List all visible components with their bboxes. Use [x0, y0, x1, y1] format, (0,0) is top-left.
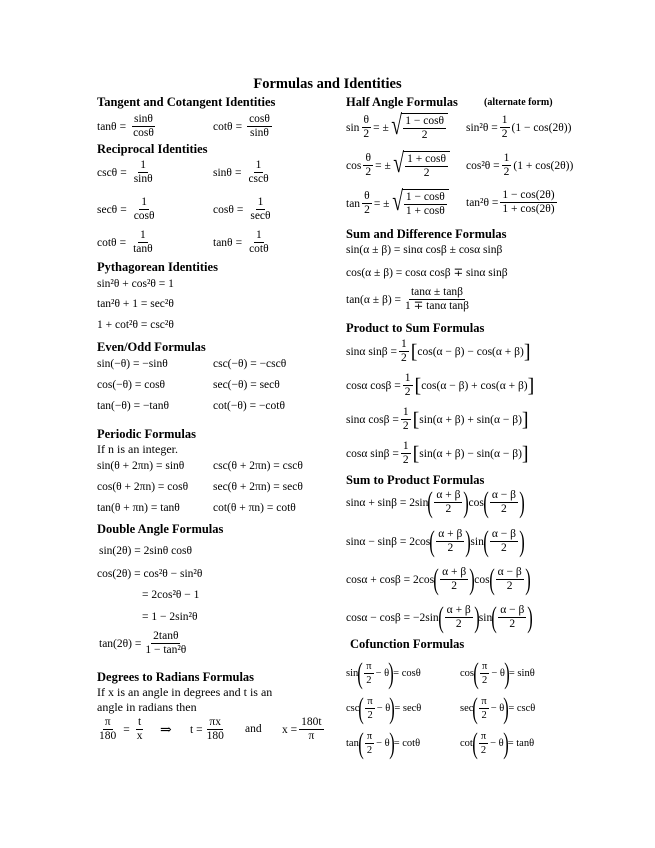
cofunc-heading: Cofunction Formulas: [350, 637, 465, 651]
half-tan: tan $\frac{\theta}{2}$ = ± √ $\frac{1 - \cos\theta}{1 + \cos\theta}$: [346, 189, 449, 218]
periodic-heading: Periodic Formulas: [97, 427, 196, 441]
degrad-x-formula: x = $\frac{180t}{\pi}$: [282, 716, 322, 742]
sumdiff-cos: cos(α ± β) = cosα cosβ ∓ sinα sinβ: [346, 267, 508, 279]
periodic-b-3: cot(θ + πn) = cotθ: [213, 502, 296, 514]
tan-identity: tanθ = $\frac{\sin\theta}{\cos\theta}$: [97, 113, 154, 139]
half-heading: Half Angle Formulas: [346, 95, 458, 109]
reciprocal-sec: secθ = $\frac{1}{\cos\theta}$: [97, 196, 155, 222]
cofunc-b-2: sec ( $\frac{\pi}{2}$ − θ ) = cscθ: [460, 691, 536, 725]
sumprod-row-3: cosα + cosβ = 2cos ( $\frac{\alpha + \beta}{2}$ ) cos ( $\frac{\alpha - \beta}{2}$ ): [346, 562, 531, 596]
page-title: Formulas and Identities: [253, 76, 402, 92]
cot-identity: cotθ = $\frac{\cos\theta}{\sin\theta}$: [213, 113, 270, 139]
reciprocal-cos: cosθ = $\frac{1}{\sec\theta}$: [213, 196, 271, 222]
periodic-a-2: cos(θ + 2πn) = cosθ: [97, 481, 189, 493]
prodsum-row-3: sinα cosβ = $\frac{1}{2}$ [ sin(α + β) + sin(α − β) ]: [346, 406, 529, 432]
prodsum-row-2: cosα cosβ = $\frac{1}{2}$ [ cos(α − β) + cos(α + β) ]: [346, 372, 535, 398]
double-cos-1: cos(2θ) = cos²θ − sin²θ: [97, 568, 203, 580]
periodic-b-2: sec(θ + 2πn) = secθ: [213, 481, 303, 493]
evenodd-b-2: sec(−θ) = secθ: [213, 379, 280, 391]
evenodd-a-1: sin(−θ) = −sinθ: [97, 358, 168, 370]
evenodd-heading: Even/Odd Formulas: [97, 340, 206, 354]
pythagorean-line-3: 1 + cot²θ = csc²θ: [97, 319, 174, 331]
degrad-ratio: $\frac{\pi}{180}$ = $\frac{t}{x}$: [99, 716, 143, 742]
sumprod-row-2: sinα − sinβ = 2cos ( $\frac{\alpha + \beta}{2}$ ) sin ( $\frac{\alpha - \beta}{2}$ ): [346, 524, 525, 558]
cofunc-b-1: cos ( $\frac{\pi}{2}$ − θ ) = sinθ: [460, 656, 535, 690]
implies-arrow: ⇒: [160, 723, 172, 738]
reciprocal-sin: sinθ = $\frac{1}{\csc\theta}$: [213, 159, 269, 185]
evenodd-a-2: cos(−θ) = cosθ: [97, 379, 166, 391]
pythagorean-heading: Pythagorean Identities: [97, 260, 218, 274]
double-cos-2: = 2cos²θ − 1: [142, 589, 200, 601]
degrad-line-1: If x is an angle in degrees and t is an: [97, 685, 273, 699]
periodic-a-1: sin(θ + 2πn) = sinθ: [97, 460, 185, 472]
pythagorean-line-2: tan²θ + 1 = sec²θ: [97, 298, 174, 310]
reciprocal-heading: Reciprocal Identities: [97, 142, 208, 156]
double-sin: sin(2θ) = 2sinθ cosθ: [99, 545, 192, 557]
periodic-note: If n is an integer.: [97, 442, 178, 456]
evenodd-b-1: csc(−θ) = −cscθ: [213, 358, 287, 370]
sumprod-heading: Sum to Product Formulas: [346, 473, 485, 487]
cofunc-b-3: cot ( $\frac{\pi}{2}$ − θ ) = tanθ: [460, 726, 535, 760]
periodic-b-1: csc(θ + 2πn) = cscθ: [213, 460, 303, 472]
degrad-t-formula: t = $\frac{\pi x}{180}$: [190, 716, 224, 742]
reciprocal-csc: cscθ = $\frac{1}{\sin\theta}$: [97, 159, 153, 185]
prodsum-heading: Product to Sum Formulas: [346, 321, 485, 335]
half-tan-alt: tan²θ = $\frac{1 - \cos(2\theta)}{1 + \cos(2\theta)}$: [466, 189, 555, 215]
double-cos-3: = 1 − 2sin²θ: [142, 611, 198, 623]
prodsum-row-1: sinα sinβ = $\frac{1}{2}$ [ cos(α − β) − cos(α + β) ]: [346, 338, 531, 364]
degrad-heading: Degrees to Radians Formulas: [97, 670, 255, 684]
tangent-heading: Tangent and Cotangent Identities: [97, 95, 276, 109]
half-sin: sin $\frac{\theta}{2}$ = ± √ $\frac{1 - \cos\theta}{2}$: [346, 113, 448, 142]
sumprod-row-4: cosα − cosβ = −2sin ( $\frac{\alpha + \beta}{2}$ ) sin ( $\frac{\alpha - \beta}{2}$ ): [346, 600, 534, 634]
reciprocal-cot: cotθ = $\frac{1}{\tan\theta}$: [97, 229, 153, 255]
sumdiff-heading: Sum and Difference Formulas: [346, 227, 507, 241]
half-cos-alt: cos²θ = $\frac{1}{2}$ (1 + cos(2θ)): [466, 152, 574, 178]
pythagorean-line-1: sin²θ + cos²θ = 1: [97, 278, 174, 290]
evenodd-b-3: cot(−θ) = −cotθ: [213, 400, 285, 412]
sumdiff-tan: tan(α ± β) = $\frac{\tan\alpha \pm \tan\beta}{\text{1 ∓ tanα tanβ}}$: [346, 286, 470, 312]
cofunc-a-3: tan ( $\frac{\pi}{2}$ − θ ) = cotθ: [346, 726, 421, 760]
sumprod-row-1: sinα + sinβ = 2sin ( $\frac{\alpha + \beta}{2}$ ) cos ( $\frac{\alpha - \beta}{2}$ ): [346, 485, 525, 519]
double-tan: tan(2θ) = $\frac{2\tan\theta}{\text{1 − tan²θ}}$: [99, 630, 187, 656]
degrad-and: and: [245, 723, 262, 735]
half-sin-alt: sin²θ = $\frac{1}{2}$ (1 − cos(2θ)): [466, 114, 572, 140]
half-cos: cos $\frac{\theta}{2}$ = ± √ $\frac{1 + \cos\theta}{2}$: [346, 151, 450, 180]
half-alternate-note: (alternate form): [484, 97, 553, 108]
cofunc-a-2: csc ( $\frac{\pi}{2}$ − θ ) = secθ: [346, 691, 422, 725]
reciprocal-tan: tanθ = $\frac{1}{\cot\theta}$: [213, 229, 269, 255]
evenodd-a-3: tan(−θ) = −tanθ: [97, 400, 169, 412]
cofunc-a-1: sin ( $\frac{\pi}{2}$ − θ ) = cosθ: [346, 656, 421, 690]
sumdiff-sin: sin(α ± β) = sinα cosβ ± cosα sinβ: [346, 244, 503, 256]
double-heading: Double Angle Formulas: [97, 522, 224, 536]
periodic-a-3: tan(θ + πn) = tanθ: [97, 502, 180, 514]
prodsum-row-4: cosα sinβ = $\frac{1}{2}$ [ sin(α + β) − sin(α − β) ]: [346, 440, 529, 466]
degrad-line-2: angle in radians then: [97, 700, 197, 714]
